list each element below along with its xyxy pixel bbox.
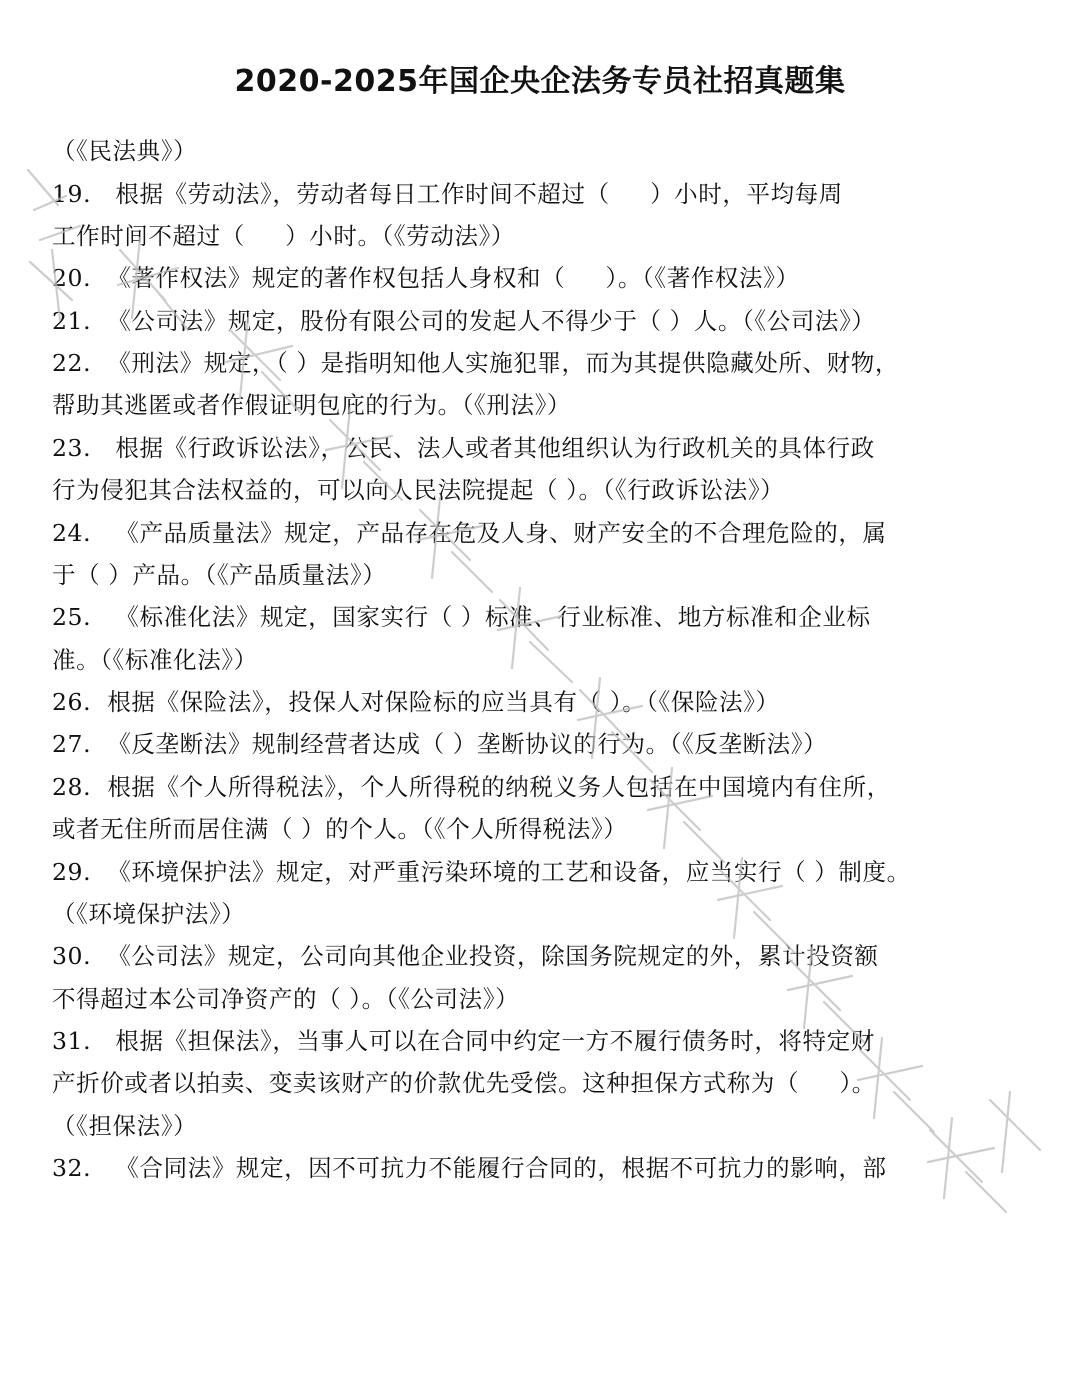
text-line: 不得超过本公司净资产的（ ）。（《公司法》） [52,985,520,1013]
text-line: （《担保法》） [52,1112,198,1140]
text-line: 26. 根据《保险法》，投保人对保险标的应当具有（ ）。（《保险法》） [52,688,780,716]
text-line: 29. 《环境保护法》规定，对严重污染环境的工艺和设备，应当实行（ ）制度。 [52,858,911,886]
text-line: 32. 《合同法》规定，因不可抗力不能履行合同的，根据不可抗力的影响，部 [52,1154,887,1182]
text-line: 27. 《反垄断法》规制经营者达成（ ）垄断协议的行为。（《反垄断法》） [52,730,828,758]
text-line: 30. 《公司法》规定，公司向其他企业投资，除国务院规定的外，累计投资额 [52,942,879,970]
text-line: 或者无住所而居住满（ ）的个人。（《个人所得税法》） [52,815,628,843]
text-line: 帮助其逃匿或者作假证明包庇的行为。（《刑法》） [52,391,572,419]
text-line: 24. 《产品质量法》规定，产品存在危及人身、财产安全的不合理危险的，属 [52,519,887,547]
text-line: 行为侵犯其合法权益的，可以向人民法院提起（ ）。（《行政诉讼法》） [52,476,785,504]
text-line: 23. 根据《行政诉讼法》，公民、法人或者其他组织认为行政机关的具体行政 [52,434,875,462]
text-line: 21. 《公司法》规定，股份有限公司的发起人不得少于（ ）人。（《公司法》） [52,307,876,335]
text-line: 31. 根据《担保法》，当事人可以在合同中约定一方不履行债务时，将特定财 [52,1027,875,1055]
text-line: 产折价或者以拍卖、变卖该财产的价款优先受偿。这种担保方式称为（ ）。 [52,1069,876,1097]
text-line: （《环境保护法》） [52,900,246,928]
text-line: 19. 根据《劳动法》，劳动者每日工作时间不超过（ ）小时，平均每周 [52,180,843,208]
text-line: 20. 《著作权法》规定的著作权包括人身权和（ ）。（《著作权法》） [52,264,800,292]
text-line: 22. 《刑法》规定，（ ）是指明知他人实施犯罪，而为其提供隐藏处所、财物， [52,349,899,377]
page-title: 2020-2025年国企央企法务专员社招真题集 [234,64,846,99]
text-line: 准。（《标准化法》） [52,646,258,674]
text-line: （《民法典》） [52,137,198,165]
text-line: 25. 《标准化法》规定，国家实行（ ）标准、行业标准、地方标准和企业标 [52,603,871,631]
text-line: 于（ ）产品。（《产品质量法》） [52,561,387,589]
text-line: 工作时间不超过（ ）小时。（《劳动法》） [52,222,515,250]
text-line: 28. 根据《个人所得税法》，个人所得税的纳税义务人包括在中国境内有住所， [52,773,891,801]
